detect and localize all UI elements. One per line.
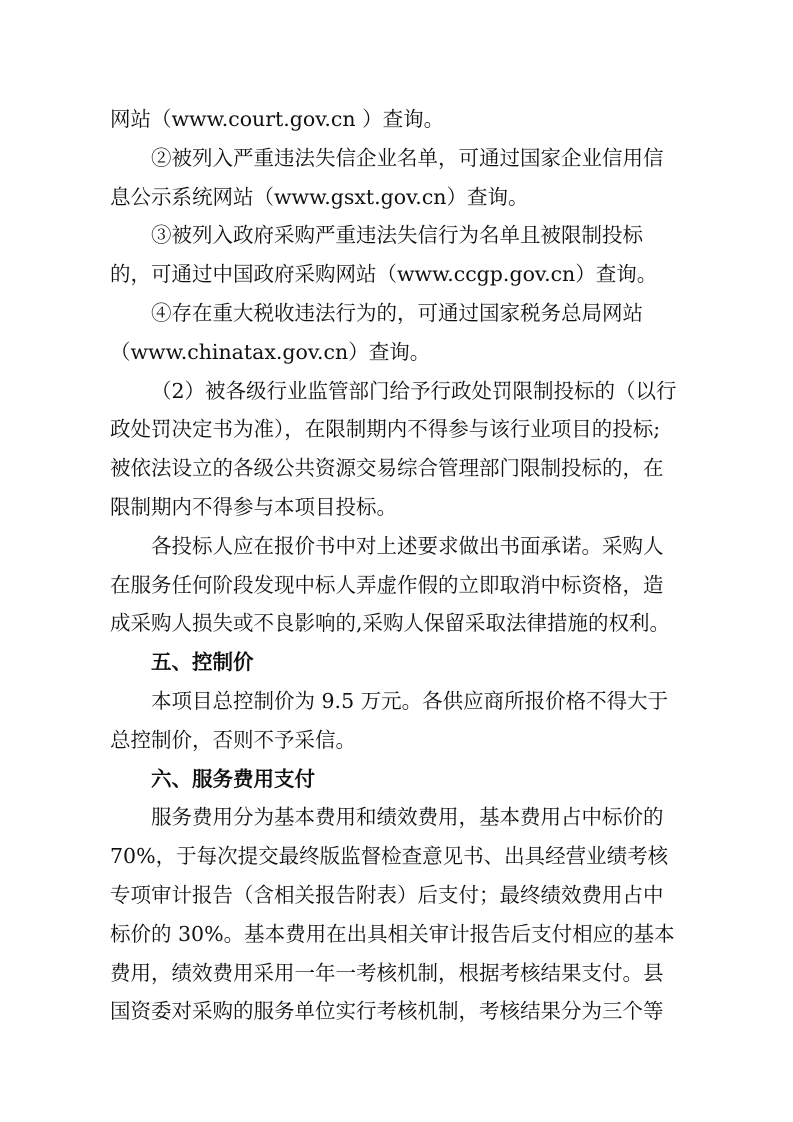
section-heading: 五、控制价 [151, 650, 254, 675]
text-line: ②被列入严重违法失信企业名单，可通过国家企业信用信 [151, 145, 664, 170]
text-line: 网站（www.court.gov.cn ）查询。 [110, 107, 445, 131]
text-line: 专项审计报告（含相关报告附表）后支付；最终绩效费用占中 [110, 882, 664, 907]
text-line: 本项目总控制价为 9.5 万元。各供应商所报价格不得大于 [151, 688, 669, 713]
text-line: 政处罚决定书为准），在限制期内不得参与该行业项目的投标; [110, 417, 661, 442]
text-line: 费用，绩效费用采用一年一考核机制，根据考核结果支付。县 [110, 960, 664, 985]
text-line: 服务费用分为基本费用和绩效费用，基本费用占中标价的 [151, 805, 664, 830]
text-line: 国资委对采购的服务单位实行考核机制，考核结果分为三个等 [110, 999, 664, 1024]
text-line: 总控制价，否则不予采信。 [110, 727, 356, 752]
text-line: ③被列入政府采购严重违法失信行为名单且被限制投标 [151, 223, 643, 248]
text-line: 在服务任何阶段发现中标人弄虚作假的立即取消中标资格，造 [110, 572, 664, 597]
section-heading: 六、服务费用支付 [151, 766, 315, 791]
text-line: 成采购人损失或不良影响的,采购人保留采取法律措施的权利。 [110, 611, 671, 636]
text-line: 息公示系统网站（www.gsxt.gov.cn）查询。 [110, 184, 529, 209]
text-line: ④存在重大税收违法行为的，可通过国家税务总局网站 [151, 300, 643, 325]
text-line: （www.chinatax.gov.cn）查询。 [110, 339, 431, 364]
text-line: （2）被各级行业监管部门给予行政处罚限制投标的（以行 [151, 378, 677, 403]
document-body [110, 100, 690, 1031]
text-line: 的，可通过中国政府采购网站（www.ccgp.gov.cn）查询。 [110, 262, 658, 287]
text-line: 各投标人应在报价书中对上述要求做出书面承诺。采购人 [151, 533, 664, 558]
text-line: 被依法设立的各级公共资源交易综合管理部门限制投标的，在 [110, 456, 664, 481]
text-line: 限制期内不得参与本项目投标。 [110, 494, 397, 519]
text-line: 70%，于每次提交最终版监督检查意见书、出具经营业绩考核 [110, 844, 669, 869]
text-line: 标价的 30%。基本费用在出具相关审计报告后支付相应的基本 [110, 921, 675, 946]
